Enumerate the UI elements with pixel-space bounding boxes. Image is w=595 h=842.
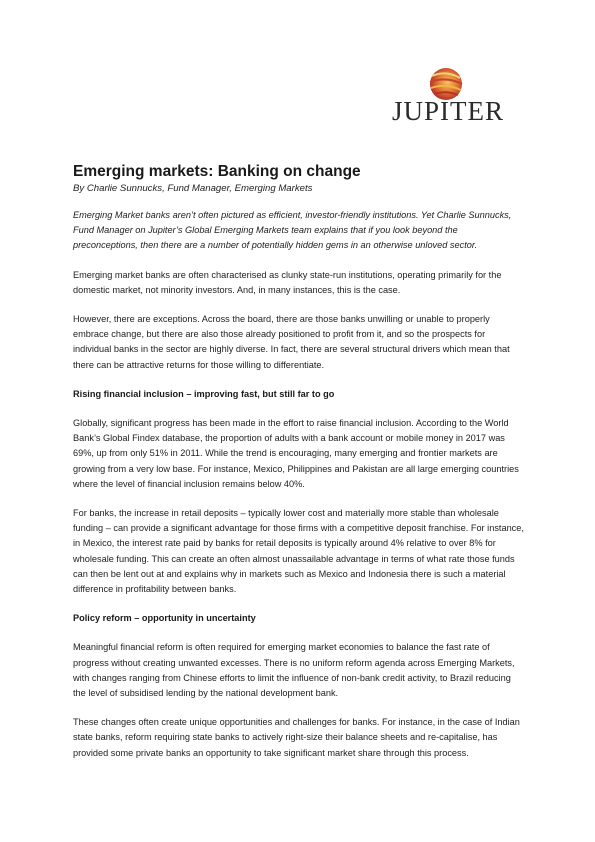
article — [73, 162, 525, 761]
paragraph-3: Globally, significant progress has been made in the effort to raise financial inclusion. According to the World Bank’s Global Findex database, the proportion of adults with a bank account or mobile money in 2017 was 69%, up from only 51% in 2011. While the trend is encouraging, many emerging and frontier markets are growing from a very low base. For instance, Mexico, Philippines and Pakistan are all large emerging countries where the level of financial inclusion remains below 40%. — [73, 418, 519, 489]
article-byline — [73, 182, 525, 196]
paragraph-4: For banks, the increase in retail deposits – typically lower cost and materially more stable than wholesale funding – can provide a significant advantage for those firms with a competitive deposit franchise. For instance, in Mexico, the interest rate paid by banks for retail deposits is typically around 4% relative to over 8% for wholesale funding. This can create an often almost unassailable advantage in terms of what rate those funds can then be lent out at and explains why in markets such as Mexico and Indonesia there is such a material difference in profitability between banks. — [73, 508, 524, 595]
paragraph-1: Emerging market banks are often characterised as clunky state-run institutions, operating primarily for the domestic market, not minority investors. And, in many instances, this is the case. — [73, 269, 502, 295]
paragraph-5: Meaningful financial reform is often required for emerging market economies to balance the fast rate of progress without creating unwanted excesses. There is no uniform reform agenda across Emerging Markets, with changes ranging from Chinese efforts to limit the influence of non-bank credit activity, to Brazil reducing the level of subsidised lending by the national development bank. — [73, 642, 515, 699]
paragraph-6: These changes often create unique opportunities and challenges for banks. For instance, in the case of Indian state banks, reform requiring state banks to actively right-size their balance sheets and re-capitalise, has provided some private banks an opportunity to take significant market share through this process. — [73, 717, 520, 758]
byline-prefix: By — [73, 183, 87, 194]
article-title: Emerging markets: Banking on change — [73, 163, 361, 180]
logo-wordmark: JUPITER — [392, 96, 505, 126]
section-heading-financial-inclusion: Rising financial inclusion – improving fast, but still far to go — [73, 388, 335, 399]
article-intro: Emerging Market banks aren’t often pictured as efficient, investor-friendly institutions. Yet Charlie Sunnucks, Fund Manager on Jupiter’s Global Emerging Markets team explains that if you look beyond the preconceptions, then there are a number of potentially hidden gems in an otherwise unloved sector. — [73, 210, 512, 251]
paragraph-2: However, there are exceptions. Across the board, there are those banks unwilling or unable to properly embrace change, but there are also those already positioned to profit from it, and so the prospects for individual banks in the sector are highly diverse. In fact, there are several structural drivers which mean that there can be attractive returns for those willing to differentiate. — [73, 314, 510, 370]
section-heading-policy-reform: Policy reform – opportunity in uncertainty — [73, 613, 256, 624]
byline-author: Charlie Sunnucks, Fund Manager, Emerging Markets — [86, 183, 313, 194]
jupiter-logo — [392, 66, 526, 128]
